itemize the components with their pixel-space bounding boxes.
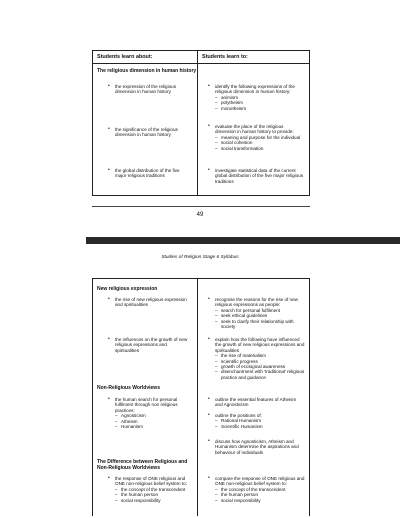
right-item: • recognise the reasons for the rise of new religious expressions as people: – search for personal fulfilment – seek ethical guidelines – seek to clarify their relationship with society [215, 297, 305, 329]
right-item: • evaluate the place of the religious dimension in human history to provide: – meaning and purpose for the individual – social cohesion – social transformation [215, 124, 305, 151]
bottom-page [0, 246, 400, 518]
top-page [0, 0, 400, 232]
left-item: • the rise of new religious expression and spiritualities [108, 296, 187, 308]
left-item: • the significance of the religious dimension in human history [108, 126, 178, 138]
right-item: • outline the positions of: – Rational Humanism – Scientific Humanism [215, 413, 305, 429]
running-header: Studies of Religion Stage 6 Syllabus [161, 255, 239, 260]
bottom-table [92, 278, 310, 516]
right-item: • compare the response of ONE religious and ONE non-religious belief system to: – the concept of the transcendent – the human person – social responsibility [215, 476, 305, 503]
right-item: • explain how the following have influenced the growth of new religious expressions and spiritualities – the rise of materialism – scientific progress – growth of ecological awareness – disenchantment with 'traditional' religious practice and guidance [215, 337, 305, 380]
right-item: • outline the essential features of Atheism and Agnosticism [208, 396, 297, 408]
right-item: • investigate statistical data of the current global distribution of the five major religious traditions [208, 167, 304, 184]
left-item: • the response of ONE religious and ONE non-religious belief system to: – the concept of the transcendent – the human person – social responsibility [115, 476, 191, 503]
section-title: Non-Religious Worldviews [97, 385, 160, 391]
footer-rule [92, 206, 310, 207]
right-item: • identify the following expressions of the religious dimension in human history: – animism – polytheism – monotheism [215, 84, 305, 111]
header-right: Students learn to: [202, 54, 248, 60]
left-item: • the human search for personal fulfilment through non religious practices: – Agnosticism – Atheism – Humanism [115, 397, 191, 429]
section-title: The Difference between Religious and Non-Religious Worldviews [97, 459, 188, 471]
left-item: • the global distribution of the five major religious traditions [108, 167, 180, 179]
left-item: • the influences on the growth of new religious expressions and spiritualities [108, 336, 188, 353]
section-title: New religious expression [97, 286, 158, 292]
right-item: • discuss how Agnosticism, Atheism and Humanism determine the aspirations and behaviour of individuals [208, 438, 299, 455]
header-left: Students learn about: [97, 54, 153, 60]
top-table [92, 50, 310, 196]
section-title: The religious dimension in human history [97, 68, 197, 74]
page-separator [86, 237, 400, 244]
left-item: • the expression of the religious dimension in human history [108, 83, 177, 95]
page-number: 49 [196, 212, 204, 218]
